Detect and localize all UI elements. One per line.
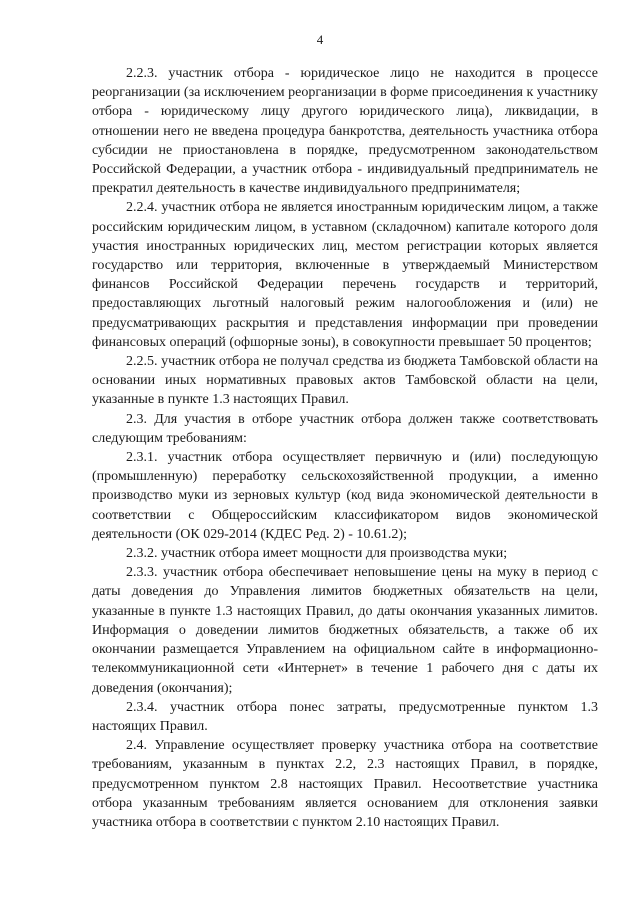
paragraph-2-4: 2.4. Управление осуществляет проверку участника отбора на соответствие требованиям, указанным в пунктах 2.2, 2.3 настоящих Правил, в порядке, предусмотренном пунктом 2.8 настоящих Правил. Несоответствие участника отбора указанным требованиям является основанием для отклонения заявки участника отбора в соответствии с пунктом 2.10 настоящих Правил. — [92, 738, 598, 830]
paragraph-2-2-3: 2.2.3. участник отбора - юридическое лицо не находится в процессе реорганизации (за исключением реорганизации в форме присоединения к участнику отбора - юридическому лицу другого юридического лица), ликвидации, в отношении него не введена процедура банкротства, деятельность участника отбора субсидии не приостановлена в порядке, предусмотренном законодательством Российской Федерации, а участник отбора - индивидуальный предприниматель не прекратил деятельность в качестве индивидуального предпринимателя; — [92, 66, 598, 197]
paragraph-2-2-4: 2.2.4. участник отбора не является иностранным юридическим лицом, а также российским юридическим лицом, в уставном (складочном) капитале которого доля участия иностранных юридических лиц, местом регистрации которых является государство или территория, включенные в утверждаемый Министерством финансов Российской Федерации перечень государств и территорий, предоставляющих льготный налоговый режим налогообложения и (или) не предусматривающих раскрытия и представления информации при проведении финансовых операций (офшорные зоны), в совокупности превышает 50 процентов; — [92, 200, 598, 350]
paragraph-2-2-5: 2.2.5. участник отбора не получал средства из бюджета Тамбовской области на основании иных нормативных правовых актов Тамбовской области на цели, указанные в пункте 1.3 настоящих Правил. — [92, 354, 598, 408]
paragraph-2-3-4: 2.3.4. участник отбора понес затраты, предусмотренные пунктом 1.3 настоящих Правил. — [92, 699, 598, 734]
paragraph-2-3-1: 2.3.1. участник отбора осуществляет первичную и (или) последующую (промышленную) переработку сельскохозяйственной продукции, а именно производство муки из зерновых культур (код вида экономической деятельности в соответствии с Общероссийским классификатором видов экономической деятельности (ОК 029-2014 (КДЕС Ред. 2) - 10.61.2); — [92, 450, 598, 542]
document-body — [92, 64, 598, 832]
page-number: 4 — [316, 32, 324, 47]
paragraph-2-3: 2.3. Для участия в отборе участник отбора должен также соответствовать следующим требованиям: — [92, 411, 598, 446]
paragraph-2-3-3: 2.3.3. участник отбора обеспечивает неповышение цены на муку в период с даты доведения до Управления лимитов бюджетных обязательств на цели, указанные в пункте 1.3 настоящих Правил, до даты окончания указанных лимитов. Информация о доведении лимитов бюджетных обязательств, а также об их окончании размещается Управлением на официальном сайте в информационно-телекоммуникационной сети «Интернет» в течение 1 рабочего дня с даты их доведения (окончания); — [92, 565, 598, 696]
paragraph-2-3-2: 2.3.2. участник отбора имеет мощности для производства муки; — [126, 546, 508, 562]
